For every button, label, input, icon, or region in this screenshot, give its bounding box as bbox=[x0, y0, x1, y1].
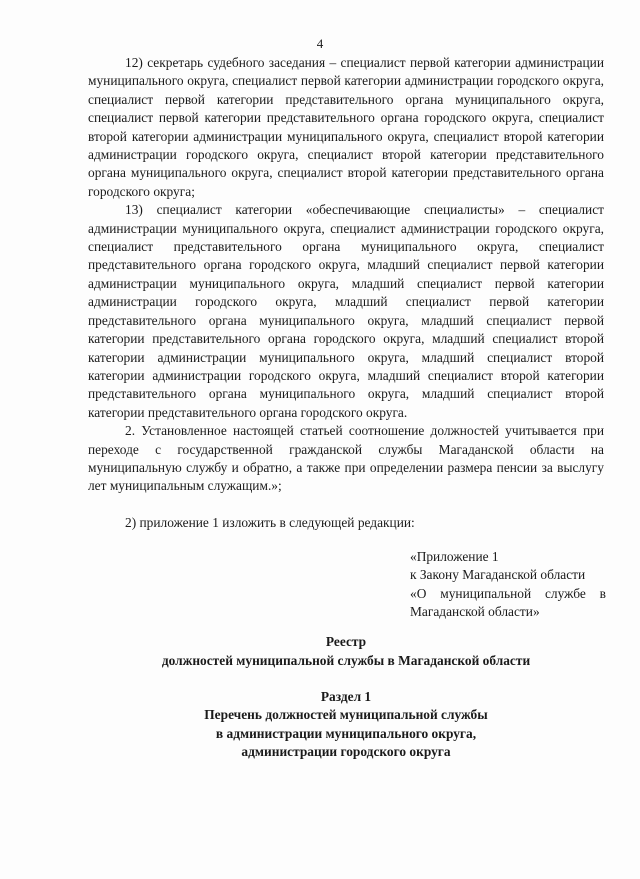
paragraph-item-13: 13) специалист категории «обеспечивающие специалисты» – специалист администрации муниципального округа, специалист администрации городского округа, специалист представительного органа муниципального округа, специалист представительного органа городского округа, младший специалист первой категории администрации муниципального округа, младший специалист первой категории администрации городского округа, младший специалист первой категории представительного органа муниципального округа, младший специалист первой категории представительного органа городского округа, младший специалист второй категории администрации муниципального округа, младший специалист второй категории администрации городского округа, младший специалист второй категории представительного органа муниципального округа, младший специалист второй категории представительного органа городского округа. bbox=[88, 202, 604, 420]
page-number: 4 bbox=[316, 36, 324, 51]
paragraph-section-2: 2. Установленное настоящей статьей соотношение должностей учитывается при переходе с государственной гражданской службы Магаданской области на муниципальную службу и обратно, а также при определении размера пенсии за выслугу лет муниципальным служащим.»; bbox=[88, 423, 604, 494]
appendix-reference bbox=[410, 548, 606, 622]
section-subtitle-line-2: в администрации муниципального округа, bbox=[215, 725, 477, 741]
document-body bbox=[88, 54, 604, 532]
paragraph-appendix-amendment: 2) приложение 1 изложить в следующей редакции: bbox=[125, 514, 415, 530]
section-subtitle-line-3: администрации городского округа bbox=[241, 744, 451, 760]
appendix-ref-line-3: «О муниципальной службе в Магаданской области» bbox=[410, 585, 606, 620]
registry-subtitle: должностей муниципальной службы в Магаданской области bbox=[161, 653, 531, 668]
registry-title: Реестр bbox=[325, 634, 367, 649]
section-title: Раздел 1 bbox=[320, 689, 372, 704]
section-subtitle bbox=[88, 706, 604, 762]
section-subtitle-line-1: Перечень должностей муниципальной службы bbox=[204, 707, 488, 722]
appendix-ref-line-1: «Приложение 1 bbox=[410, 549, 499, 564]
appendix-ref-line-2: к Закону Магаданской области bbox=[410, 567, 586, 583]
paragraph-item-12: 12) секретарь судебного заседания – специалист первой категории администрации муниципального округа, специалист первой категории администрации городского округа, специалист первой категории представительного органа муниципального округа, специалист первой категории представительного органа городского округа, специалист второй категории администрации муниципального округа, специалист второй категории администрации городского округа, специалист второй категории представительного органа муниципального округа, специалист второй категории представительного органа городского округа; bbox=[88, 55, 604, 199]
